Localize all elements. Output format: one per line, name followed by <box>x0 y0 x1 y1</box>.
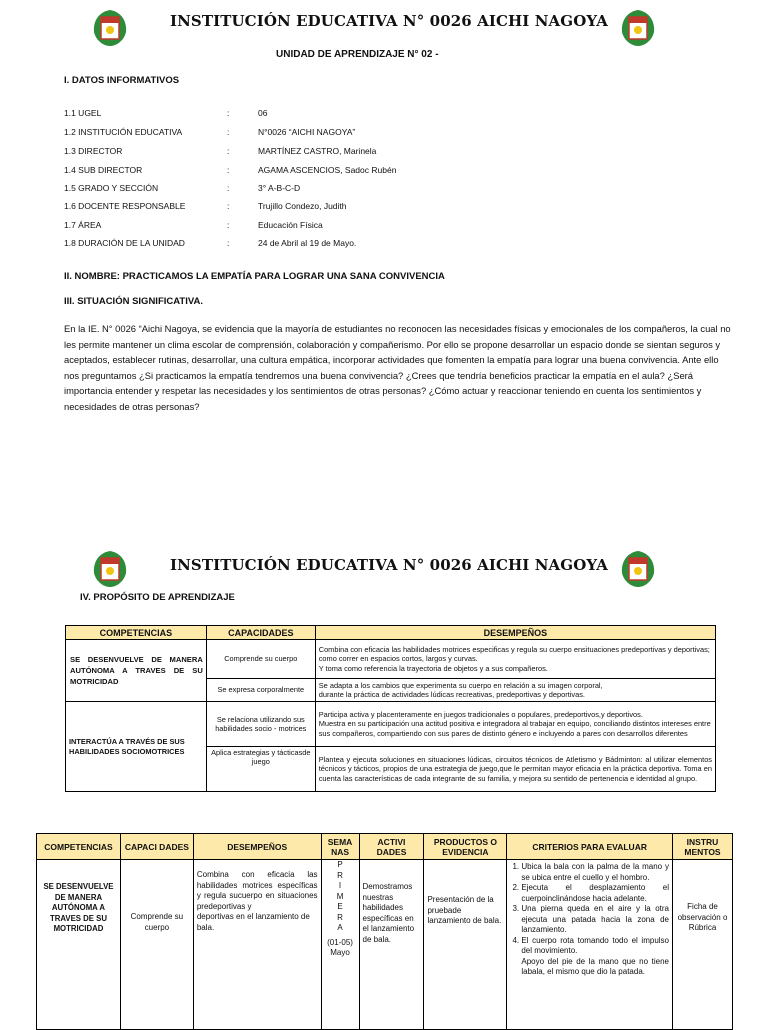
school-crest-icon <box>90 549 130 589</box>
info-value: N°0026 “AICHI NAGOYA” <box>258 127 356 137</box>
info-label: 1.1 UGEL <box>64 108 102 118</box>
info-sep: : <box>227 183 230 193</box>
semana-dates: (01-05) Mayo <box>327 937 353 957</box>
situation-paragraph: En la IE. N° 0026 “Aichi Nagoya, se evidencia que la mayoría de estudiantes no reconocen las necesidades físicas y emocionales de los compañeros, la cual no les permite mantener un clima escolar de comprensión, colaboración y compañerismo. Por ello se propone desarrollar un espacio donde se sientan seguros y aceptados, establecer rutinas, desarrollar, una cultura empática, incorporar actividades que fomenten la empatía para lograr una buena convivencia. Ante ello nos preguntamos ¿Si practicamos la empatía tendremos una buena convivencia? ¿Crees que tendría beneficios practicar la empatía en el aula? ¿Será importancia entender y respetar las necesidades y los sentimientos de otras personas? ¿Cómo actuar y reaccionar teniendo en cuenta los sentimientos y necesidades de otras personas? <box>64 323 731 412</box>
evaluation-table <box>36 833 733 1030</box>
section-4-heading: IV. PROPÓSITO DE APRENDIZAJE <box>80 592 235 603</box>
table-header: ACTIVI DADES <box>359 834 424 860</box>
semana-letter: P <box>337 860 343 869</box>
purpose-table <box>65 625 716 792</box>
info-sep: : <box>227 238 230 248</box>
table-header: INSTRU MENTOS <box>673 834 733 860</box>
info-sep: : <box>227 201 230 211</box>
info-label: 1.5 GRADO Y SECCIÓN <box>64 183 159 193</box>
info-sep: : <box>227 127 230 137</box>
info-value: 24 de Abril al 19 de Mayo. <box>258 238 357 248</box>
desempeno-cell: Combina con eficacia las habilidades motrices especificas y regula su cuerpo ensituaciones predeportivas y deportivas; como correr en espacios cortos, largos y curvas. Y toma como referencia la trayectoria de objetos y a sus compañeros. <box>315 640 715 679</box>
capacidad-cell: Comprende su cuerpo <box>206 640 315 679</box>
info-label: 1.6 DOCENTE RESPONSABLE <box>64 201 186 211</box>
desempeno-cell: Plantea y ejecuta soluciones en situaciones lúdicas, circuitos técnicos de Atletismo y Bádminton: al utilizar elementos técnicos y tácticos, propios de una estrategia de juego,que le permitan mayor eficacia en la práctica deportiva. Toma en cuenta las características de cada integrante de su familia, y mejora su sentido de pertenencia e identidad al grupo. <box>315 747 715 792</box>
actividad-cell: Demostramos nuestras habilidades específicas en el lanzamiento de bala. <box>359 860 424 1030</box>
section-3-heading: III. SITUACIÓN SIGNIFICATIVA. <box>64 296 203 307</box>
competencia-cell: SE DESENVUELVE DE MANERA AUTÓNOMA A TRAVES DE SU MOTRICIDAD <box>37 860 121 1030</box>
desempeno-cell <box>193 860 321 1030</box>
info-value: Educación Física <box>258 220 323 230</box>
info-label: 1.8 DURACIÓN DE LA UNIDAD <box>64 238 185 248</box>
school-crest-icon <box>618 549 658 589</box>
page-title: INSTITUCIÓN EDUCATIVA N° 0026 AICHI NAGOYA <box>170 12 608 30</box>
table-header: CAPACI DADES <box>120 834 193 860</box>
info-sep: : <box>227 220 230 230</box>
info-label: 1.7 ÁREA <box>64 220 102 230</box>
info-value: AGAMA ASCENCIOS, Sadoc Rubén <box>258 165 397 175</box>
desempeno-text: deportivas en el lanzamiento de bala. <box>196 912 310 932</box>
competencia-cell: INTERACTÚA A TRAVÉS DE SUS HABILIDADES SOCIOMOTRICES <box>66 702 207 792</box>
table-header: SEMA NAS <box>321 834 359 860</box>
page-title: INSTITUCIÓN EDUCATIVA N° 0026 AICHI NAGOYA <box>170 556 608 574</box>
table-header: DESEMPEÑOS <box>315 626 715 640</box>
unit-subtitle: UNIDAD DE APRENDIZAJE N° 02 - <box>276 49 439 60</box>
info-label: 1.3 DIRECTOR <box>64 146 123 156</box>
table-header: DESEMPEÑOS <box>193 834 321 860</box>
desempeno-cell: Se adapta a los cambios que experimenta su cuerpo en relación a su imagen corporal, durante la práctica de actividades lúdicas recreativas, predeportivas y deportivas. <box>315 679 715 702</box>
school-crest-icon <box>618 8 658 48</box>
instrumento-cell: Ficha de observación o Rúbrica <box>673 860 733 1030</box>
semana-letter: E <box>337 902 343 911</box>
criterio-extra: Apoyo del pie de la mano que no tiene labala, el mismo que dio la patada. <box>521 956 669 976</box>
info-label: 1.2 INSTITUCIÓN EDUCATIVA <box>64 127 183 137</box>
info-value: Trujillo Condezo, Judith <box>258 201 347 211</box>
semana-letter: A <box>337 923 343 932</box>
semana-letter: M <box>336 891 344 901</box>
info-sep: : <box>227 165 230 175</box>
desempeno-cell: Participa activa y placenteramente en juegos tradicionales o populares, predeportivos,y deportivos. Muestra en su participación una actitud positiva e integradora al trabajar en equipo, conciliando distintos intereses entre sus compañeros, compartiendo con sus pares de distinto género e incluyendo a pares con desarrollos diferentes <box>315 702 715 747</box>
info-label: 1.4 SUB DIRECTOR <box>64 165 143 175</box>
table-header: CAPACIDADES <box>206 626 315 640</box>
table-header: COMPETENCIAS <box>37 834 121 860</box>
table-header: COMPETENCIAS <box>66 626 207 640</box>
info-sep: : <box>227 146 230 156</box>
table-header: CRITERIOS PARA EVALUAR <box>507 834 673 860</box>
criterios-cell <box>507 860 673 1030</box>
competencia-cell: SE DESENVUELVE DE MANERA AUTÓNOMA A TRAVES DE SU MOTRICIDAD <box>66 640 207 702</box>
semana-letter: R <box>337 870 343 880</box>
producto-cell: Presentación de la pruebade lanzamiento de bala. <box>424 860 507 1030</box>
capacidad-cell: Se relaciona utilizando sus habilidades socio - motrices <box>206 702 315 747</box>
info-value: MARTÍNEZ CASTRO, Marinela <box>258 146 377 156</box>
criterios-list <box>510 862 669 957</box>
info-value: 3° A-B-C-D <box>258 183 301 193</box>
table-header: PRODUCTOS O EVIDENCIA <box>424 834 507 860</box>
info-value: 06 <box>258 108 268 118</box>
semana-letter: R <box>337 912 343 922</box>
criterio-item: 2. Ejecuta el desplazamiento el cuerpoinclinándose hacia adelante. <box>521 883 669 904</box>
desempeno-text: Combina con eficacia las habilidades motrices específicas y regula sucuerpo en situaciones predeportivas y <box>196 870 318 911</box>
school-crest-icon <box>90 8 130 48</box>
section-2-heading: II. NOMBRE: PRACTICAMOS LA EMPATÍA PARA LOGRAR UNA SANA CONVIVENCIA <box>64 271 445 282</box>
capacidad-cell: Se expresa corporalmente <box>206 679 315 702</box>
capacidad-cell: Comprende su cuerpo <box>120 860 193 1030</box>
criterio-item: 4. El cuerpo rota tomando todo el impulso del movimiento. <box>521 936 669 957</box>
semana-letter: I <box>338 881 342 890</box>
semana-cell <box>321 860 359 1030</box>
criterio-item: 1. Ubica la bala con la palma de la mano y se ubica entre el cuello y el hombro. <box>521 862 669 883</box>
capacidad-cell: Aplica estrategias y tácticasde juego <box>206 747 315 792</box>
info-sep: : <box>227 108 230 118</box>
section-1-heading: I. DATOS INFORMATIVOS <box>64 75 180 86</box>
criterio-item: 3. Una pierna queda en el aire y la otra ejecuta una patada hacia la zona de lanzamiento. <box>521 904 669 936</box>
